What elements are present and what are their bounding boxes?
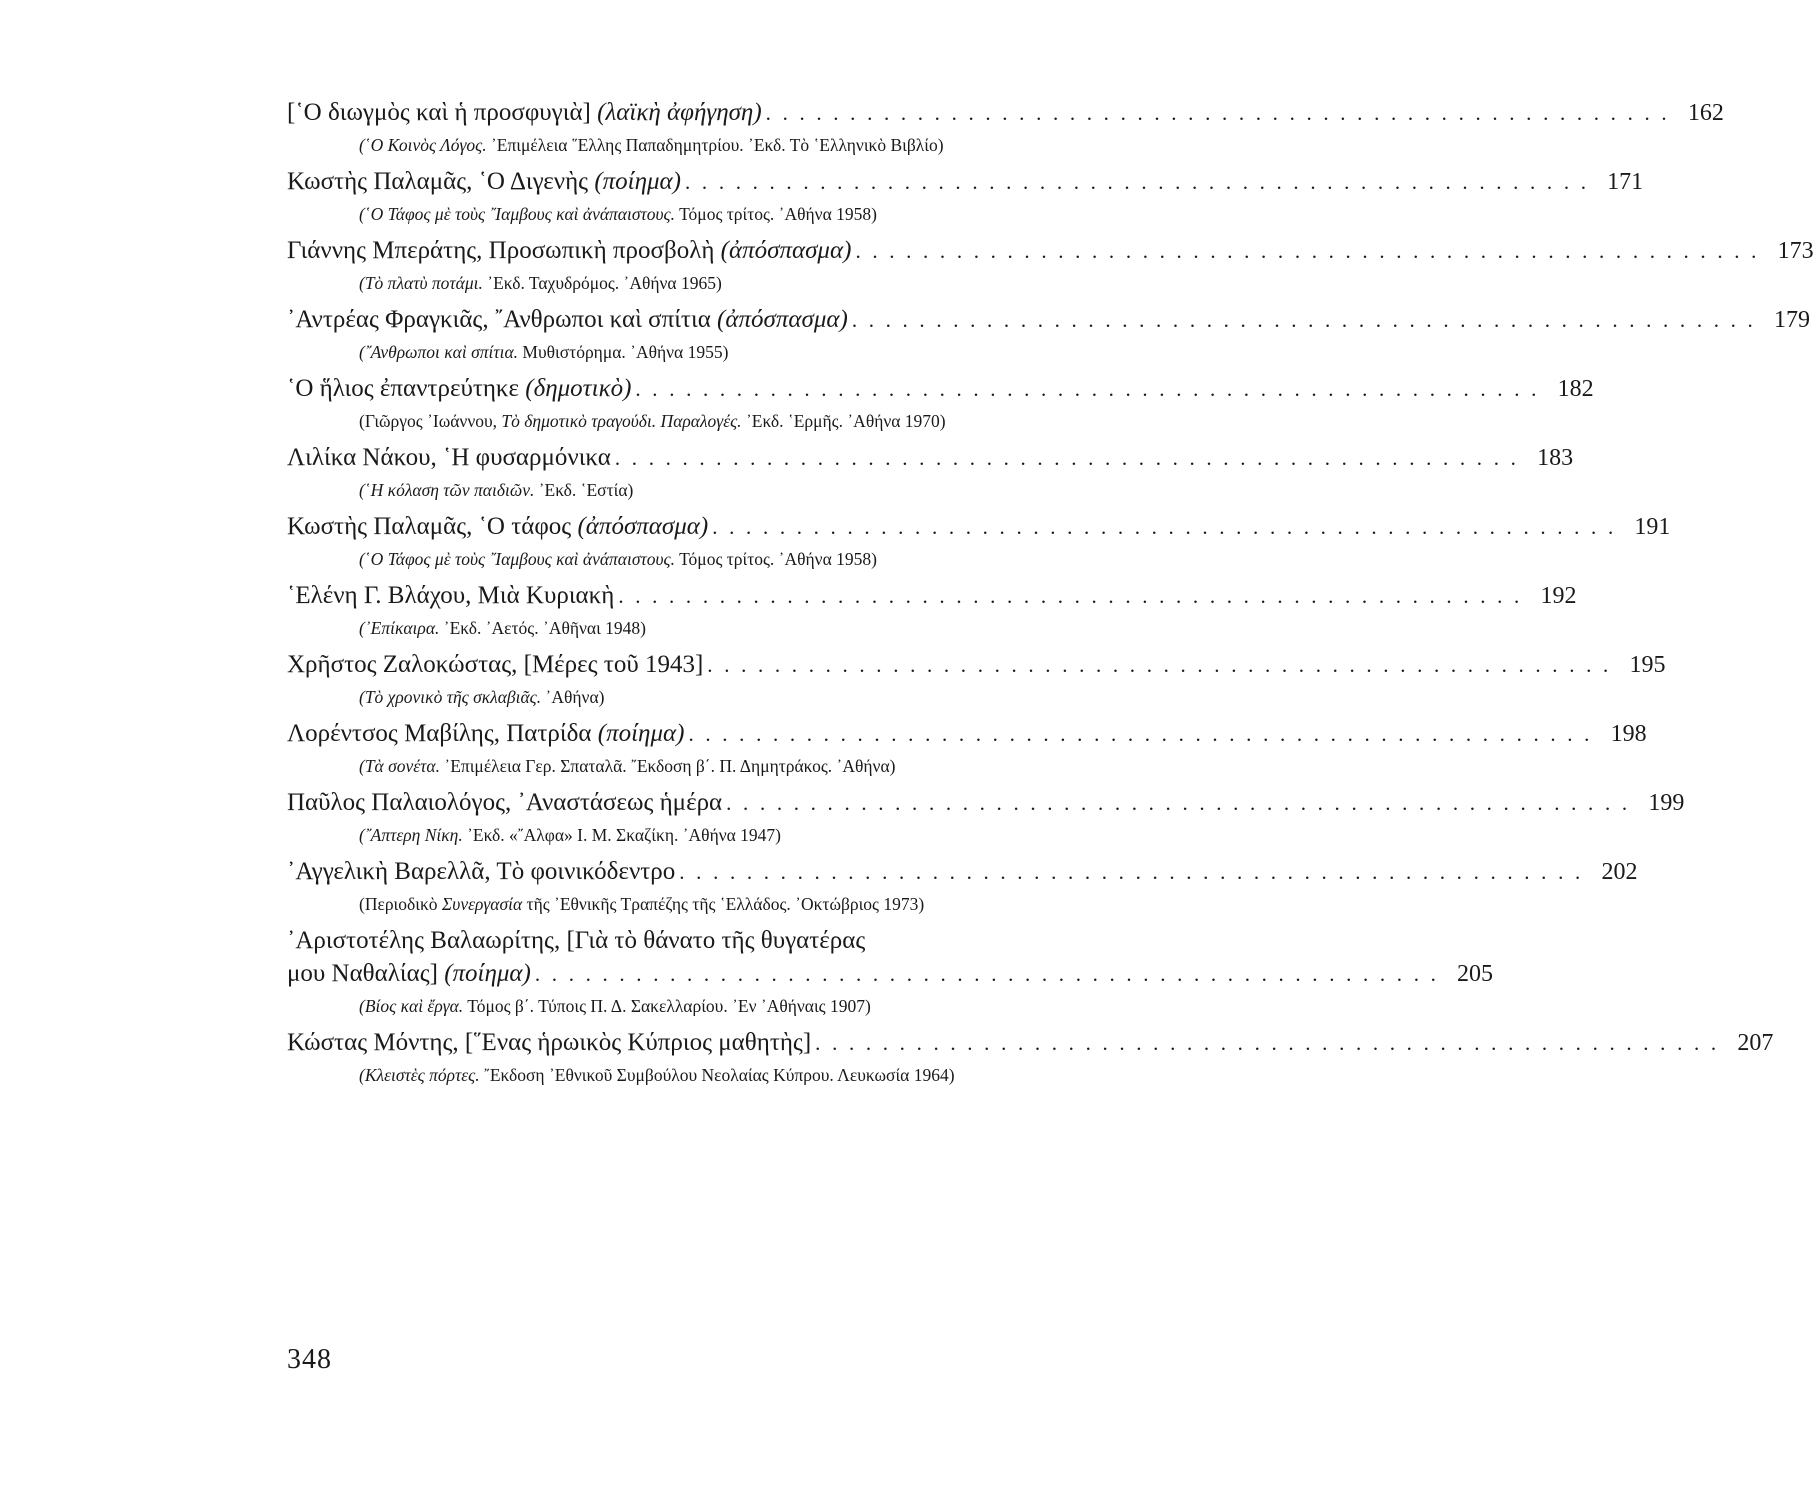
source-details: (Γιῶργος ᾿Ιωάννου,	[359, 411, 502, 431]
source-title: (῾Η κόλαση τῶν παιδιῶν.	[359, 480, 535, 500]
toc-entry-page-number: 198	[1610, 721, 1647, 747]
toc-entry-title: Κωστὴς Παλαμᾶς, ῾Ο Διγενὴς	[287, 168, 589, 195]
source-details: Μυθιστόρημα. ᾿Αθήνα 1955)	[518, 342, 729, 362]
source-details: ᾿Εκδ. Ταχυδρόμος. ᾿Αθήνα 1965)	[482, 273, 722, 293]
source-title: Τὸ δημοτικὸ τραγούδι. Παραλογές.	[501, 411, 742, 431]
page-number: 348	[287, 1344, 332, 1375]
source-details: ᾿Εκδ. ῾Εστία)	[534, 480, 634, 500]
toc-entry-source	[359, 615, 1001, 641]
toc-entry-source	[359, 339, 1001, 365]
toc-entry-page-number: 173	[1777, 238, 1814, 264]
toc-entry-title: ᾿Αντρέας Φραγκιᾶς, ῎Ανθρωποι καὶ σπίτια	[287, 306, 711, 333]
toc-entry-title: Γιάννης Μπεράτης, Προσωπικὴ προσβολὴ	[287, 237, 715, 264]
dot-leader: . . . . . . . . . . . . . . . . . . . . . . . . . . . . . . . . . . . . . . . . . . . . . . . . . . . . . .	[855, 239, 1760, 263]
toc-entry	[287, 510, 1671, 572]
toc-entry-title-line	[287, 855, 1638, 889]
dot-leader: . . . . . . . . . . . . . . . . . . . . . . . . . . . . . . . . . . . . . . . . . . . . . . . . . . . . . .	[726, 791, 1631, 815]
toc-entry-title: ῾Ο ἥλιος ἐπαντρεύτηκε	[287, 375, 520, 402]
toc-entry-page-number: 191	[1634, 514, 1671, 540]
source-details: (Περιοδικὸ	[359, 894, 442, 914]
dot-leader: . . . . . . . . . . . . . . . . . . . . . . . . . . . . . . . . . . . . . . . . . . . . . . . . . . . . . .	[688, 722, 1593, 746]
toc-entry-genre-note: (ποίημα)	[594, 168, 682, 195]
toc-entry-title-line	[287, 510, 1671, 544]
source-details: ᾿Επιμέλεια Γερ. Σπαταλᾶ. ῎Εκδοση β΄. Π. Δημητράκος. ᾿Αθήνα)	[440, 756, 896, 776]
toc-entry-genre-note: (λαϊκὴ ἀφήγηση)	[597, 99, 762, 126]
dot-leader: . . . . . . . . . . . . . . . . . . . . . . . . . . . . . . . . . . . . . . . . . . . . . . . . . . . . . .	[635, 377, 1540, 401]
toc-entry	[287, 786, 1685, 848]
source-details: ᾿Επιμέλεια ῞Ελλης Παπαδημητρίου. ᾿Εκδ. Τὸ ῾Ελληνικὸ Βιβλίο)	[486, 135, 944, 155]
toc-entry-source	[359, 1062, 1001, 1088]
toc-entry	[287, 96, 1724, 158]
toc-entry-title-line	[287, 717, 1647, 751]
dot-leader: . . . . . . . . . . . . . . . . . . . . . . . . . . . . . . . . . . . . . . . . . . . . . . . . . . . . . .	[679, 860, 1584, 884]
toc-entry-title: μου Ναθαλίας]	[287, 960, 438, 987]
toc-entry-title: [῾Ο διωγμὸς καὶ ἡ προσφυγιὰ]	[287, 99, 591, 126]
source-details: ᾿Εκδ. ῾Ερμῆς. ᾿Αθήνα 1970)	[741, 411, 946, 431]
toc-entry	[287, 165, 1644, 227]
source-title: Συνεργασία	[441, 894, 523, 914]
toc-entry-title-line	[287, 303, 1810, 337]
source-title: (Τὸ χρονικὸ τῆς σκλαβιᾶς.	[359, 687, 542, 707]
toc-entry	[287, 441, 1574, 503]
toc-entry	[287, 372, 1594, 434]
dot-leader: . . . . . . . . . . . . . . . . . . . . . . . . . . . . . . . . . . . . . . . . . . . . . . . . . . . . . .	[712, 515, 1617, 539]
toc-entry-title: Κώστας Μόντης, [῞Ενας ἡρωικὸς Κύπριος μαθητὴς]	[287, 1029, 812, 1056]
toc-entry-title: ᾿Αγγελικὴ Βαρελλᾶ, Τὸ φοινικόδεντρο	[287, 858, 676, 885]
toc-entry-page-number: 192	[1540, 583, 1577, 609]
toc-entry-page-number: 207	[1737, 1030, 1774, 1056]
source-details: ᾿Αθήνα)	[541, 687, 605, 707]
toc-entry-title-line	[287, 786, 1685, 820]
toc-entry-page-number: 205	[1457, 961, 1494, 987]
toc-entry	[287, 1026, 1774, 1088]
toc-entry-genre-note: (ποίημα)	[444, 960, 531, 987]
source-title: (῎Απτερη Νίκη.	[359, 825, 463, 845]
dot-leader: . . . . . . . . . . . . . . . . . . . . . . . . . . . . . . . . . . . . . . . . . . . . . . . . . . . . . .	[618, 584, 1523, 608]
toc-entry-genre-note: (ποίημα)	[597, 720, 685, 747]
toc-entry-page-number: 171	[1607, 169, 1644, 195]
toc-entry-title-line	[287, 165, 1644, 199]
source-details: τῆς ᾿Εθνικῆς Τραπέζης τῆς ῾Ελλάδος. ᾿Οκτώβριος 1973)	[522, 894, 925, 914]
toc-entry	[287, 579, 1577, 641]
dot-leader: . . . . . . . . . . . . . . . . . . . . . . . . . . . . . . . . . . . . . . . . . . . . . . . . . . . . . .	[707, 653, 1612, 677]
dot-leader: . . . . . . . . . . . . . . . . . . . . . . . . . . . . . . . . . . . . . . . . . . . . . . . . . . . . . .	[614, 446, 1520, 470]
toc-entry-source	[359, 201, 1001, 227]
toc-entry-genre-note: (ἀπόσπασμα)	[717, 306, 848, 333]
toc-entry	[287, 303, 1810, 365]
toc-entry-source	[359, 132, 1001, 158]
source-title: (῾Ο Τάφος μὲ τοὺς ῎Ιαμβους καὶ ἀνάπαιστους.	[359, 549, 676, 569]
source-title: (Τὸ πλατὺ ποτάμι.	[359, 273, 483, 293]
toc-entry-genre-note: (ἀπόσπασμα)	[720, 237, 852, 264]
toc-entry-source	[359, 891, 1001, 917]
toc-entry-source	[359, 270, 1001, 296]
toc-entry-title-line	[287, 648, 1666, 682]
source-title: (Τὰ σονέτα.	[359, 756, 440, 776]
table-of-contents	[287, 96, 1814, 1095]
dot-leader: . . . . . . . . . . . . . . . . . . . . . . . . . . . . . . . . . . . . . . . . . . . . . . . . . . . . . .	[534, 962, 1440, 986]
source-title: (᾿Επίκαιρα.	[359, 618, 440, 638]
toc-entry-page-number: 183	[1537, 445, 1574, 471]
source-details: ᾿Εκδ. ᾿Αετός. ᾿Αθῆναι 1948)	[439, 618, 646, 638]
toc-entry-title: Παῦλος Παλαιολόγος, ᾿Αναστάσεως ἡμέρα	[287, 789, 723, 816]
source-title: (῾Ο Τάφος μὲ τοὺς ῎Ιαμβους καὶ ἀνάπαιστους.	[359, 204, 676, 224]
toc-entry	[287, 717, 1647, 779]
toc-entry-source	[359, 477, 1001, 503]
toc-entry-title: ῾Ελένη Γ. Βλάχου, Μιὰ Κυριακὴ	[287, 582, 615, 609]
source-title: (Κλειστὲς πόρτες.	[359, 1065, 480, 1085]
source-details: Τόμος τρίτος. ᾿Αθήνα 1958)	[675, 549, 877, 569]
dot-leader: . . . . . . . . . . . . . . . . . . . . . . . . . . . . . . . . . . . . . . . . . . . . . . . . . . . . . .	[815, 1031, 1720, 1055]
toc-entry-title-line	[287, 96, 1724, 130]
toc-entry-page-number: 199	[1648, 790, 1685, 816]
toc-entry-page-number: 182	[1557, 376, 1594, 402]
toc-entry-title-line	[287, 372, 1594, 406]
toc-entry	[287, 924, 1494, 1019]
toc-entry-genre-note: (ἀπόσπασμα)	[577, 513, 709, 540]
toc-entry	[287, 855, 1638, 917]
toc-entry	[287, 648, 1666, 710]
toc-entry	[287, 234, 1814, 296]
toc-entry-title: Χρῆστος Ζαλοκώστας, [Μέρες τοῦ 1943]	[287, 651, 704, 678]
toc-entry-source	[359, 408, 1001, 434]
toc-entry-genre-note: (δημοτικὸ)	[525, 375, 632, 402]
source-details: ῎Εκδοση ᾿Εθνικοῦ Συμβούλου Νεολαίας Κύπρου. Λευκωσία 1964)	[479, 1065, 955, 1085]
toc-entry-title: Λιλίκα Νάκου, ῾Η φυσαρμόνικα	[287, 444, 611, 471]
toc-entry-source	[359, 753, 1001, 779]
toc-entry-title-line	[287, 957, 1494, 991]
source-details: ᾿Εκδ. «῎Αλφα» Ι. Μ. Σκαζίκη. ᾿Αθήνα 1947)	[462, 825, 781, 845]
toc-entry-page-number: 195	[1629, 652, 1666, 678]
toc-entry-title-line	[287, 1026, 1774, 1060]
source-details: Τόμος τρίτος. ᾿Αθήνα 1958)	[675, 204, 877, 224]
toc-entry-title: Λορέντσος Μαβίλης, Πατρίδα	[287, 720, 592, 747]
toc-entry-title-line	[287, 579, 1577, 613]
toc-entry-title-line	[287, 234, 1814, 268]
dot-leader: . . . . . . . . . . . . . . . . . . . . . . . . . . . . . . . . . . . . . . . . . . . . . . . . . . . . . .	[765, 101, 1670, 125]
toc-entry-source	[359, 546, 1001, 572]
source-title: (῾Ο Κοινὸς Λόγος.	[359, 135, 487, 155]
source-title: (῎Ανθρωποι καὶ σπίτια.	[359, 342, 519, 362]
dot-leader: . . . . . . . . . . . . . . . . . . . . . . . . . . . . . . . . . . . . . . . . . . . . . . . . . . . . . .	[851, 308, 1756, 332]
source-details: Τόμος β΄. Τύποις Π. Δ. Σακελλαρίου. ᾿Εν ᾿Αθήναις 1907)	[463, 996, 871, 1016]
toc-entry-source	[359, 822, 1001, 848]
toc-entry-source	[359, 684, 1001, 710]
toc-entry-title-line	[287, 441, 1574, 475]
toc-entry-title-line	[287, 924, 1073, 957]
toc-entry-page-number: 162	[1687, 100, 1724, 126]
toc-entry-page-number: 179	[1773, 307, 1810, 333]
source-title: (Βίος καὶ ἔργα.	[359, 996, 464, 1016]
toc-entry-page-number: 202	[1601, 859, 1638, 885]
toc-entry-title: Κωστὴς Παλαμᾶς, ῾Ο τάφος	[287, 513, 572, 540]
toc-entry-source	[359, 993, 1001, 1019]
toc-entry-title: ᾿Αριστοτέλης Βαλαωρίτης, [Γιὰ τὸ θάνατο τῆς θυγατέρας	[287, 927, 866, 954]
dot-leader: . . . . . . . . . . . . . . . . . . . . . . . . . . . . . . . . . . . . . . . . . . . . . . . . . . . . . .	[685, 170, 1590, 194]
